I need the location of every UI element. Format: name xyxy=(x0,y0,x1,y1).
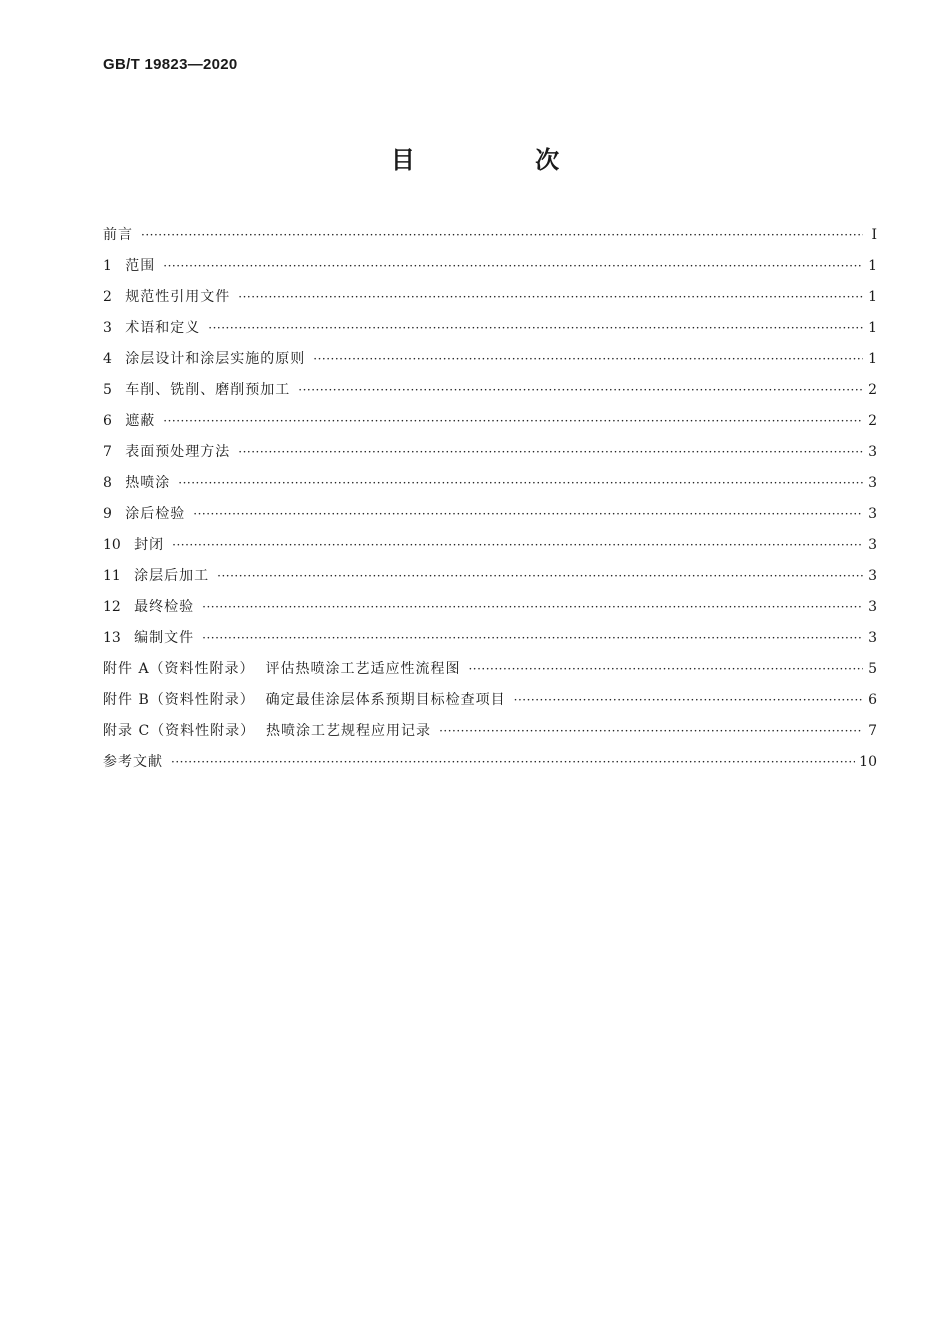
toc-entry-page: 1 xyxy=(868,351,877,367)
dot-leader xyxy=(298,375,863,406)
toc-entry-number: 2 xyxy=(103,289,126,305)
toc-entry-annex-c[interactable] xyxy=(103,716,877,747)
dot-leader xyxy=(163,406,863,437)
dot-leader xyxy=(178,468,863,499)
toc-entry-6[interactable] xyxy=(103,406,877,437)
dot-leader xyxy=(172,530,863,561)
toc-entry-title: 参考文献 xyxy=(103,754,163,770)
toc-entry-page: 3 xyxy=(868,630,877,646)
toc-entry-page: 2 xyxy=(868,382,877,398)
toc-entry-title: 附件 B（资料性附录） 确定最佳涂层体系预期目标检查项目 xyxy=(103,692,506,708)
page-title: 目 次 xyxy=(390,146,616,174)
toc-entry-1[interactable] xyxy=(103,251,877,282)
dot-leader xyxy=(217,561,863,592)
dot-leader xyxy=(193,499,863,530)
toc-entry-number: 12 xyxy=(103,599,135,615)
toc-entry-5[interactable] xyxy=(103,375,877,406)
toc-entry-number: 13 xyxy=(103,630,135,646)
toc-entry-title: 封闭 xyxy=(134,537,165,553)
toc-entry-title: 最终检验 xyxy=(134,599,195,615)
toc-entry-page: Ⅰ xyxy=(871,227,877,243)
dot-leader xyxy=(141,220,863,251)
toc-entry-page: 5 xyxy=(868,661,877,677)
toc-entry-number: 3 xyxy=(103,320,126,336)
dot-leader xyxy=(171,747,855,778)
toc-entry-title: 前言 xyxy=(103,227,133,243)
toc-entry-3[interactable] xyxy=(103,313,877,344)
toc-entry-title: 涂层设计和涂层实施的原则 xyxy=(125,351,306,367)
toc-entry-page: 6 xyxy=(868,692,877,708)
toc-entry-title: 编制文件 xyxy=(134,630,195,646)
dot-leader xyxy=(439,716,863,747)
toc-entry-title: 热喷涂 xyxy=(125,475,171,491)
toc-entry-page: 3 xyxy=(868,444,877,460)
toc-entry-11[interactable] xyxy=(103,561,877,592)
toc-entry-title: 车削、铣削、磨削预加工 xyxy=(125,382,291,398)
toc-entry-7[interactable] xyxy=(103,437,877,468)
toc-entry-9[interactable] xyxy=(103,499,877,530)
dot-leader xyxy=(514,685,863,716)
toc-entry-page: 1 xyxy=(868,289,877,305)
dot-leader xyxy=(238,282,863,313)
toc-entry-page: 1 xyxy=(868,320,877,336)
toc-entry-title: 附录 C（资料性附录） 热喷涂工艺规程应用记录 xyxy=(103,723,432,739)
toc-entry-page: 3 xyxy=(868,506,877,522)
dot-leader xyxy=(313,344,863,375)
toc-entry-12[interactable] xyxy=(103,592,877,623)
toc-entry-annex-a[interactable] xyxy=(103,654,877,685)
toc-entry-page: 3 xyxy=(868,475,877,491)
toc-entry-number: 11 xyxy=(103,568,135,584)
toc-entry-title: 涂层后加工 xyxy=(134,568,210,584)
toc-entry-page: 3 xyxy=(868,568,877,584)
dot-leader xyxy=(202,623,863,654)
toc-entry-bibliography[interactable] xyxy=(103,747,877,778)
toc-entry-title: 范围 xyxy=(125,258,156,274)
toc-entry-number: 4 xyxy=(103,351,126,367)
toc-entry-number: 5 xyxy=(103,382,126,398)
toc-entry-title: 遮蔽 xyxy=(125,413,156,429)
toc-entry-number: 1 xyxy=(103,258,126,274)
table-of-contents xyxy=(103,220,877,778)
dot-leader xyxy=(468,654,863,685)
toc-entry-4[interactable] xyxy=(103,344,877,375)
dot-leader xyxy=(238,437,863,468)
toc-entry-2[interactable] xyxy=(103,282,877,313)
dot-leader xyxy=(163,251,863,282)
toc-entry-13[interactable] xyxy=(103,623,877,654)
toc-entry-page: 7 xyxy=(868,723,877,739)
dot-leader xyxy=(208,313,863,344)
toc-entry-number: 8 xyxy=(103,475,126,491)
toc-entry-page: 2 xyxy=(868,413,877,429)
toc-entry-annex-b[interactable] xyxy=(103,685,877,716)
toc-entry-page: 3 xyxy=(868,537,877,553)
toc-entry-number: 6 xyxy=(103,413,126,429)
toc-entry-title: 涂后检验 xyxy=(125,506,186,522)
toc-entry-title: 表面预处理方法 xyxy=(125,444,231,460)
toc-entry-number: 9 xyxy=(103,506,126,522)
toc-entry-number: 10 xyxy=(103,537,135,553)
toc-entry-number: 7 xyxy=(103,444,126,460)
toc-entry-8[interactable] xyxy=(103,468,877,499)
toc-entry-page: 10 xyxy=(859,754,877,770)
toc-entry-page: 1 xyxy=(868,258,877,274)
standard-code: GB/T 19823—2020 xyxy=(103,56,238,73)
toc-entry-title: 附件 A（资料性附录） 评估热喷涂工艺适应性流程图 xyxy=(103,661,461,677)
toc-entry-title: 规范性引用文件 xyxy=(125,289,231,305)
toc-entry-page: 3 xyxy=(868,599,877,615)
toc-entry-10[interactable] xyxy=(103,530,877,561)
toc-entry-title: 术语和定义 xyxy=(125,320,201,336)
dot-leader xyxy=(202,592,863,623)
toc-entry-foreword[interactable] xyxy=(103,220,877,251)
